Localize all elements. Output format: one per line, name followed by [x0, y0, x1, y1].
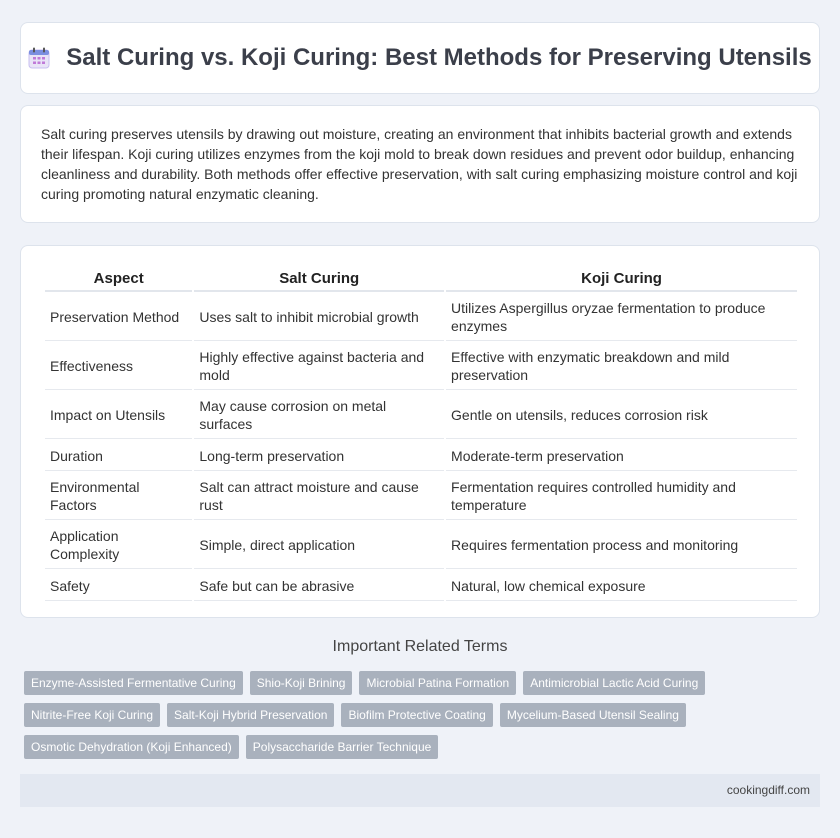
koji-cell: Requires fermentation process and monitoring [446, 522, 797, 569]
intro-text: Salt curing preserves utensils by drawing out moisture, creating an environment that inhibits bacterial growth and extends their lifespan. Koji curing utilizes enzymes from the koji mold to break down residues and prevent odor buildup, enhancing cleanliness and durability. Both methods offer effective preservation, with salt curing emphasizing moisture control and koji curing promoting natural enzymatic cleaning. [41, 126, 798, 202]
related-term-tag[interactable]: Mycelium-Based Utensil Sealing [500, 703, 686, 727]
intro-card [20, 105, 820, 223]
koji-cell: Natural, low chemical exposure [446, 571, 797, 601]
salt-cell: Long-term preservation [194, 441, 444, 471]
koji-cell: Gentle on utensils, reduces corrosion risk [446, 392, 797, 439]
related-term-tag[interactable]: Enzyme-Assisted Fermentative Curing [24, 671, 243, 695]
table-row [45, 571, 797, 601]
aspect-cell: Impact on Utensils [45, 392, 192, 439]
related-term-tag[interactable]: Osmotic Dehydration (Koji Enhanced) [24, 735, 239, 759]
salt-cell: Safe but can be abrasive [194, 571, 444, 601]
koji-cell: Utilizes Aspergillus oryzae fermentation to produce enzymes [446, 294, 797, 341]
koji-cell: Effective with enzymatic breakdown and mild preservation [446, 343, 797, 390]
salt-cell: Salt can attract moisture and cause rust [194, 473, 444, 520]
comparison-table-card [20, 245, 820, 618]
table-row [45, 441, 797, 471]
page-title: Salt Curing vs. Koji Curing: Best Methods for Preserving Utensils [66, 44, 812, 71]
related-term-tag[interactable]: Antimicrobial Lactic Acid Curing [523, 671, 705, 695]
related-term-tag[interactable]: Polysaccharide Barrier Technique [246, 735, 439, 759]
related-terms-tags [24, 671, 784, 767]
salt-cell: Highly effective against bacteria and mold [194, 343, 444, 390]
table-row [45, 392, 797, 439]
related-term-tag[interactable]: Nitrite-Free Koji Curing [24, 703, 160, 727]
related-terms-title: Important Related Terms [332, 638, 508, 655]
title-card [20, 22, 820, 94]
footer-site-link[interactable]: cookingdiff.com [726, 783, 810, 797]
salt-cell: May cause corrosion on metal surfaces [194, 392, 444, 439]
salt-cell: Simple, direct application [194, 522, 444, 569]
calendar-icon [28, 47, 50, 69]
table-header-row [45, 266, 797, 292]
aspect-cell: Environmental Factors [45, 473, 192, 520]
aspect-cell: Safety [45, 571, 192, 601]
aspect-cell: Effectiveness [45, 343, 192, 390]
tag-row [24, 671, 784, 695]
aspect-cell: Preservation Method [45, 294, 192, 341]
salt-cell: Uses salt to inhibit microbial growth [194, 294, 444, 341]
related-term-tag[interactable]: Shio-Koji Brining [250, 671, 353, 695]
table-row [45, 473, 797, 520]
related-term-tag[interactable]: Biofilm Protective Coating [341, 703, 492, 727]
header-aspect: Aspect [45, 266, 192, 292]
table-row [45, 294, 797, 341]
header-salt-curing: Salt Curing [194, 266, 444, 292]
tag-row [24, 735, 784, 759]
related-term-tag[interactable]: Microbial Patina Formation [359, 671, 516, 695]
related-term-tag[interactable]: Salt-Koji Hybrid Preservation [167, 703, 334, 727]
tag-row [24, 703, 784, 727]
koji-cell: Fermentation requires controlled humidity and temperature [446, 473, 797, 520]
aspect-cell: Duration [45, 441, 192, 471]
table-row [45, 343, 797, 390]
footer [20, 774, 820, 807]
header-koji-curing: Koji Curing [446, 266, 797, 292]
table-row [45, 522, 797, 569]
aspect-cell: Application Complexity [45, 522, 192, 569]
koji-cell: Moderate-term preservation [446, 441, 797, 471]
comparison-table [43, 264, 799, 603]
